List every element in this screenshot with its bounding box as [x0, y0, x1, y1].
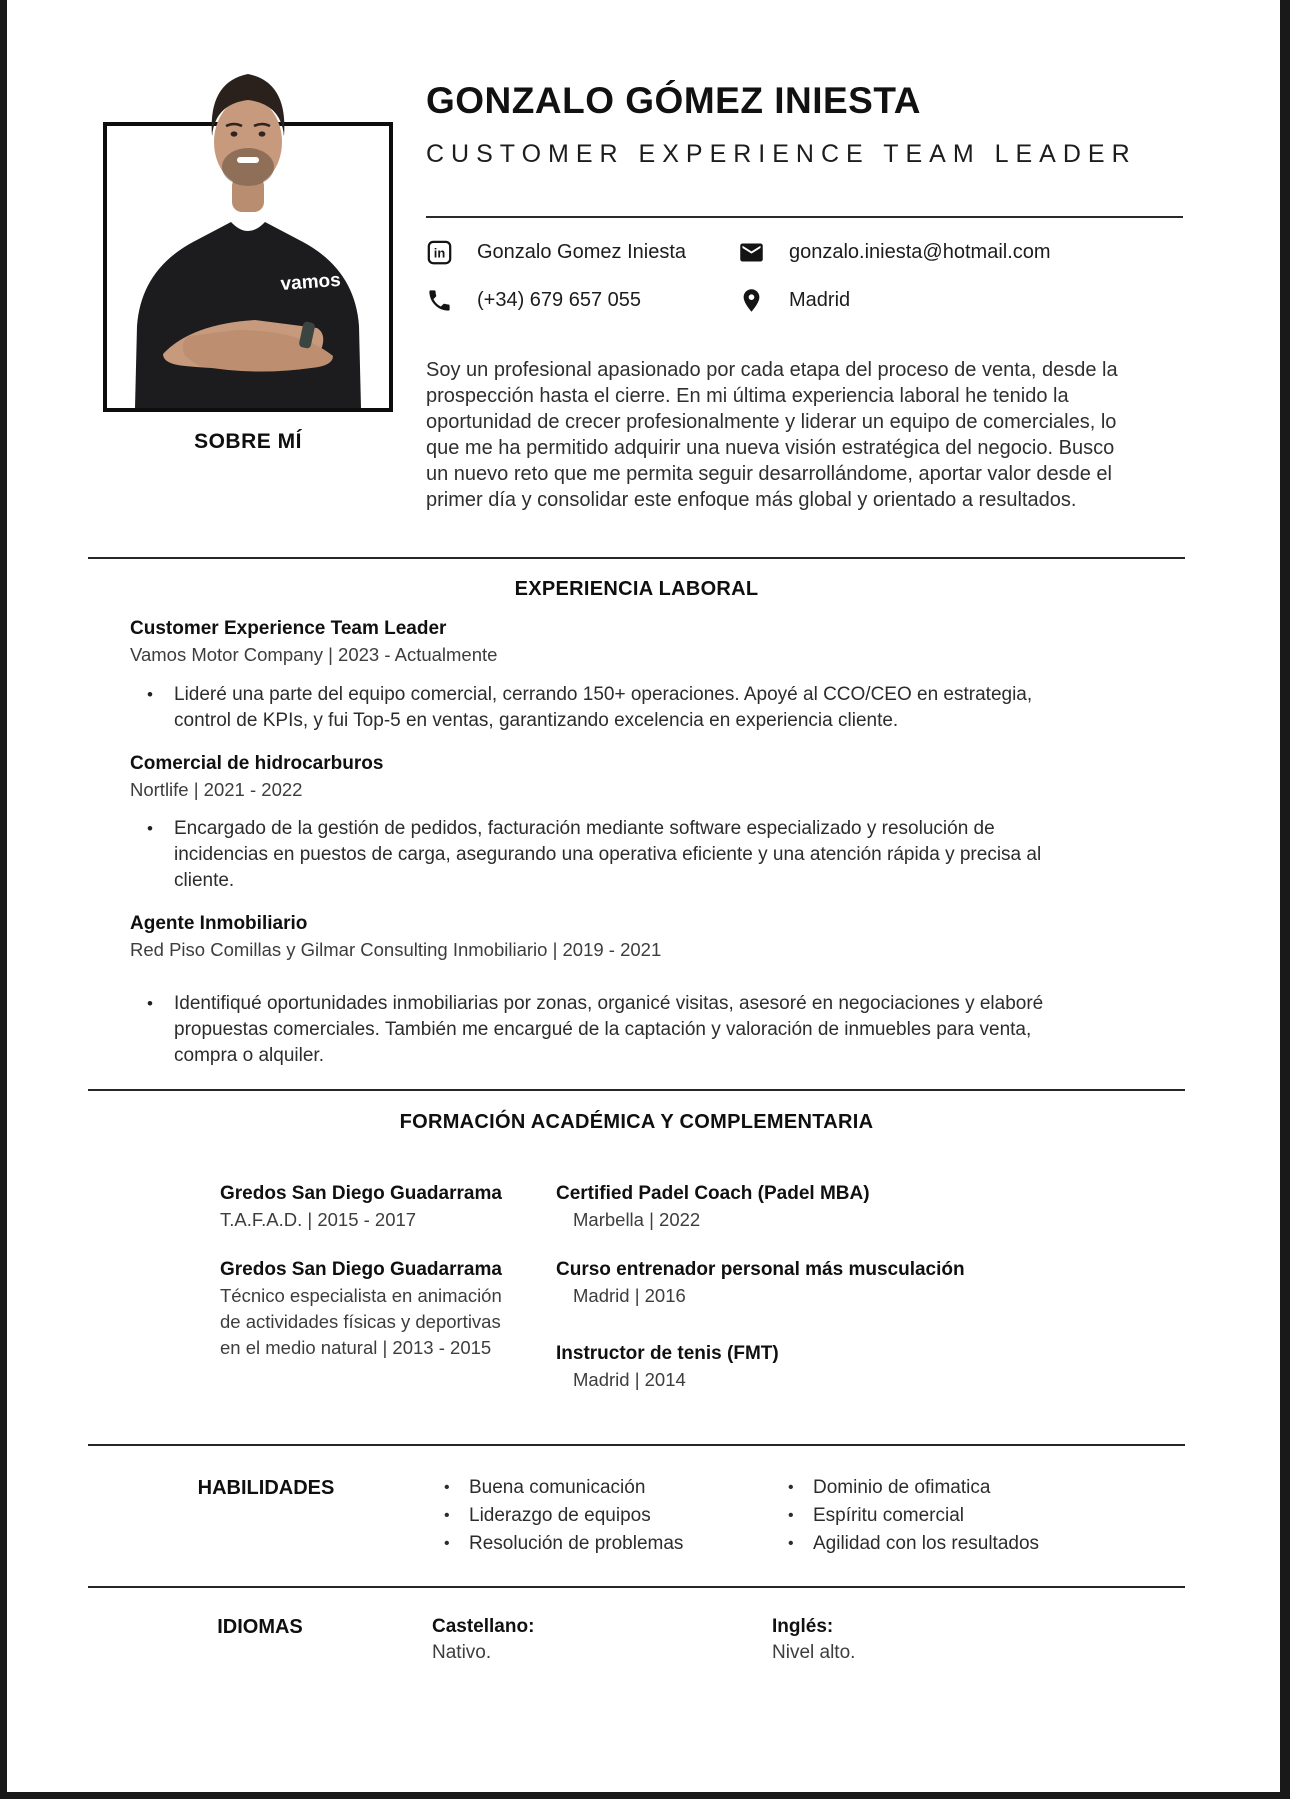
education-entry: [220, 1257, 556, 1361]
person-illustration: [105, 64, 391, 408]
job-bullet: [147, 991, 1185, 1069]
job-bullet-text: Identifiqué oportunidades inmobiliarias por zonas, organicé visitas, asesoré en negociaciones y elaboré propuestas comerciales. También me encargué de la captación y valoración de inmuebles para venta, compra o alquiler.: [174, 993, 1044, 1066]
education-section: [88, 1089, 1185, 1453]
job-bullet-text: Lideré una parte del equipo comercial, cerrando 150+ operaciones. Apoyé al CCO/CEO en estrategia, control de KPIs, y fui Top-5 en ventas, garantizando excelencia en experiencia cliente.: [174, 684, 1033, 731]
skill-text: Liderazgo de equipos: [469, 1505, 651, 1526]
education-heading: FORMACIÓN ACADÉMICA Y COMPLEMENTARIA: [399, 1111, 874, 1133]
page-edge-left: [0, 0, 7, 1799]
location-pin-icon: [738, 287, 765, 314]
about-label: SOBRE MÍ: [194, 430, 302, 453]
linkedin-icon: [426, 239, 453, 266]
education-title: Certified Padel Coach (Padel MBA): [556, 1183, 870, 1204]
skill-item: [788, 1530, 1039, 1558]
education-detail: Marbella | 2022: [573, 1209, 701, 1230]
bullet-dot: •: [147, 994, 153, 1013]
contact-location-value: Madrid: [789, 288, 851, 311]
languages-row: [88, 1614, 1185, 1696]
skills-heading: HABILIDADES: [197, 1477, 335, 1499]
skills-section: [88, 1444, 1185, 1588]
mail-icon: [738, 239, 765, 266]
page-edge-right: [1280, 0, 1290, 1799]
contact-email: [738, 237, 1186, 267]
languages-heading: IDIOMAS: [217, 1616, 303, 1638]
education-detail: Madrid | 2014: [573, 1369, 686, 1390]
page-edge-bottom: [0, 1792, 1290, 1799]
education-title: Curso entrenador personal más musculación: [556, 1259, 965, 1280]
job-title: Comercial de hidrocarburos: [130, 753, 384, 774]
job-bullet: [147, 816, 1185, 894]
bullet-dot: •: [147, 685, 153, 704]
contact-linkedin: [426, 237, 738, 267]
skill-text: Agilidad con los resultados: [813, 1533, 1040, 1554]
education-column-left: [88, 1181, 556, 1393]
svg-text:in: in: [433, 245, 446, 261]
bullet-dot: •: [788, 1507, 794, 1524]
education-column-right: [556, 1181, 1053, 1393]
education-title: Instructor de tenis (FMT): [556, 1343, 779, 1364]
job-bullet: [147, 682, 1185, 734]
profile-photo: [103, 122, 393, 412]
bullet-dot: •: [788, 1535, 794, 1552]
education-entry: [556, 1181, 1053, 1233]
skills-column-1: [444, 1474, 788, 1558]
page-title-name: GONZALO GÓMEZ INIESTA: [426, 80, 921, 121]
skill-text: Buena comunicación: [469, 1477, 646, 1498]
job-bullet-text: Encargado de la gestión de pedidos, facturación mediante software especializado y resolución de incidencias en puestos de carga, asegurando una operativa eficiente y una atención rápida y precisa al cliente.: [174, 818, 1042, 891]
skill-text: Resolución de problemas: [469, 1533, 684, 1554]
skill-item: [444, 1502, 788, 1530]
experience-heading: EXPERIENCIA LABORAL: [514, 578, 759, 600]
bullet-dot: •: [444, 1479, 450, 1496]
language-level: Nivel alto.: [772, 1642, 856, 1663]
skill-item: [444, 1530, 788, 1558]
about-text: Soy un profesional apasionado por cada etapa del proceso de venta, desde la prospección hasta el cierre. En mi última experiencia laboral he tenido la oportunidad de crecer profesionalmente y liderar un equipo de comerciales, lo que me ha permitido adquirir una nueva visión estratégica del negocio. Busco un nuevo reto que me permita seguir desarrollándome, aportar valor desde el primer día y consolidar este enfoque más global y orientado a resultados.: [426, 359, 1118, 511]
education-grid: [88, 1181, 1185, 1453]
job-title: Customer Experience Team Leader: [130, 618, 447, 639]
contact-block: [426, 237, 1186, 315]
education-detail: Técnico especialista en animación de actividades físicas y deportivas en el medio natural | 2013 - 2015: [220, 1285, 502, 1358]
contact-linkedin-value: Gonzalo Gomez Iniesta: [477, 240, 686, 263]
skill-text: Dominio de ofimatica: [813, 1477, 991, 1498]
skill-item: [788, 1502, 1039, 1530]
bullet-dot: •: [147, 819, 153, 838]
education-detail: Madrid | 2016: [573, 1285, 686, 1306]
skill-item: [788, 1474, 1039, 1502]
contact-location: [738, 285, 1186, 315]
education-title: Gredos San Diego Guadarrama: [220, 1183, 502, 1204]
job-meta: Red Piso Comillas y Gilmar Consulting Inmobiliario | 2019 - 2021: [130, 939, 662, 960]
languages-section: [88, 1586, 1185, 1696]
job-title: Agente Inmobiliario: [130, 913, 308, 934]
language-level: Nativo.: [432, 1642, 492, 1663]
education-entry: [556, 1341, 1053, 1393]
language-item: [772, 1614, 855, 1666]
shirt-logo-text: vamos: [279, 269, 342, 295]
contact-phone: [426, 285, 738, 315]
education-detail: T.A.F.A.D. | 2015 - 2017: [220, 1209, 417, 1230]
header: [426, 0, 1186, 513]
skill-text: Espíritu comercial: [813, 1505, 964, 1526]
skills-column-2: [788, 1474, 1039, 1558]
bullet-dot: •: [444, 1507, 450, 1524]
skill-item: [444, 1474, 788, 1502]
experience-section: [88, 557, 1185, 1069]
phone-icon: [426, 287, 453, 314]
education-entry: [556, 1257, 1053, 1309]
language-item: [432, 1614, 772, 1666]
bullet-dot: •: [788, 1479, 794, 1496]
education-title: Gredos San Diego Guadarrama: [220, 1259, 502, 1280]
header-divider: [426, 216, 1183, 218]
bullet-dot: •: [444, 1535, 450, 1552]
education-entry: [220, 1181, 556, 1233]
contact-email-value: gonzalo.iniesta@hotmail.com: [789, 240, 1051, 263]
contact-phone-value: (+34) 679 657 055: [477, 288, 642, 311]
job-role-subtitle: CUSTOMER EXPERIENCE TEAM LEADER: [426, 140, 1137, 168]
job-entry: [130, 616, 1185, 1069]
language-name: Castellano:: [432, 1616, 535, 1637]
language-name: Inglés:: [772, 1616, 834, 1637]
job-meta: Vamos Motor Company | 2023 - Actualmente: [130, 644, 498, 665]
skills-row: [88, 1474, 1185, 1588]
job-meta: Nortlife | 2021 - 2022: [130, 779, 303, 800]
